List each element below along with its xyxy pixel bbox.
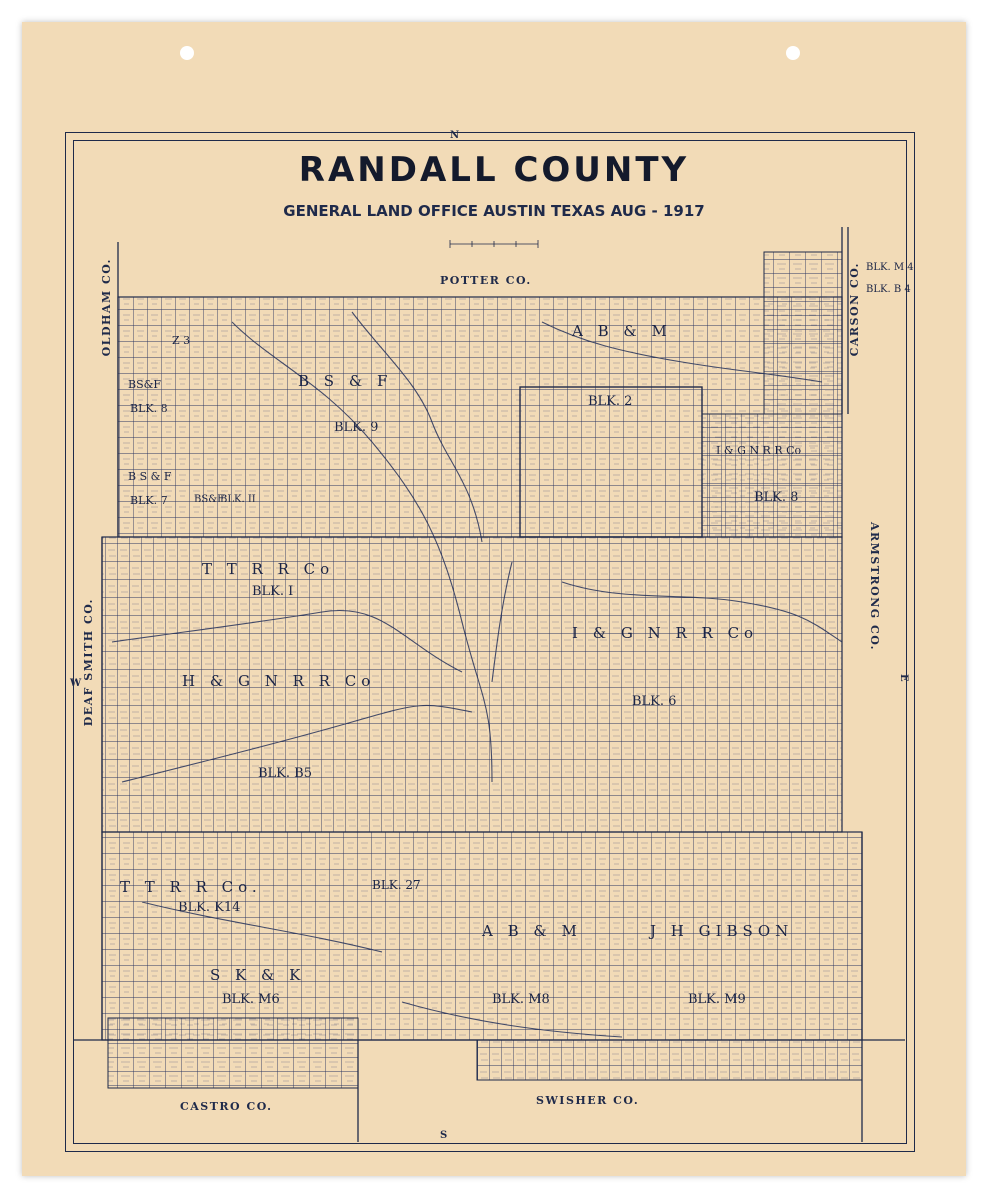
- block-label-hgn: H & G N R R Co: [182, 672, 376, 690]
- block-label-k14: BLK. K14: [178, 900, 241, 915]
- block-label-z3: Z 3: [172, 334, 191, 347]
- map-sheet: [22, 22, 966, 1176]
- compass-west: W: [70, 678, 82, 689]
- scale-bar: [450, 240, 538, 248]
- compass-east: E: [898, 674, 909, 682]
- map-title: RANDALL COUNTY: [298, 150, 690, 190]
- block-label-b5: BLK. B5: [258, 766, 312, 781]
- block-label-m8: BLK. M8: [492, 992, 550, 1007]
- block-label-blk6: BLK. 6: [632, 694, 677, 709]
- block-label-blk2: BLK. 2: [588, 394, 633, 409]
- block-label-ttrr-bottom: T T R R Co.: [120, 878, 262, 896]
- block-label-ig-mid: I & G N R R Co: [572, 624, 759, 642]
- neighbor-deaf-smith: DEAF SMITH CO.: [82, 598, 95, 727]
- neighbor-potter: POTTER CO.: [440, 274, 532, 287]
- block-label-jh-gibson: J H GIBSON: [650, 922, 794, 940]
- neighbor-castro: CASTRO CO.: [180, 1100, 273, 1113]
- compass-north: N: [450, 130, 460, 141]
- block-label-m6: BLK. M6: [222, 992, 280, 1007]
- block-label-ig-top: I & G N R R Co: [716, 444, 802, 457]
- neighbor-carson: CARSON CO.: [848, 262, 861, 357]
- block-label-bsf-11: BS&F: [194, 494, 225, 505]
- block-label-abm-top: A B & M: [572, 322, 672, 340]
- block-label-blk27: BLK. 27: [372, 878, 421, 892]
- neighbor-swisher: SWISHER CO.: [536, 1094, 640, 1107]
- block-label-bsf-8: BS&F: [128, 378, 162, 391]
- block-label-m4: BLK. M 4: [866, 262, 914, 273]
- block-label-m9: BLK. M9: [688, 992, 746, 1007]
- compass-south: S: [440, 1130, 448, 1141]
- neighbor-oldham: OLDHAM CO.: [100, 258, 113, 357]
- block-label-blk11: BLK. II: [220, 494, 256, 505]
- county-parcels: [102, 252, 862, 1088]
- block-label-blk9: BLK. 9: [334, 420, 379, 435]
- block-label-abm-bottom: A B & M: [482, 922, 582, 940]
- block-label-bsf-7: B S & F: [128, 470, 172, 483]
- block-label-blk7: BLK. 7: [130, 494, 168, 507]
- map-subtitle: GENERAL LAND OFFICE AUSTIN TEXAS AUG - 1917: [283, 202, 705, 220]
- block-label-b4: BLK. B 4: [866, 284, 911, 295]
- block-label-blk8-right: BLK. 8: [754, 490, 799, 505]
- block-label-bsf-9: B S & F: [298, 372, 393, 390]
- neighbor-armstrong: ARMSTRONG CO.: [868, 522, 881, 652]
- block-label-ttrr-top: T T R R Co: [202, 560, 335, 578]
- block-label-skk: S K & K: [210, 966, 306, 984]
- block-label-blk8-left: BLK. 8: [130, 402, 168, 415]
- block-label-blk1: BLK. I: [252, 584, 294, 599]
